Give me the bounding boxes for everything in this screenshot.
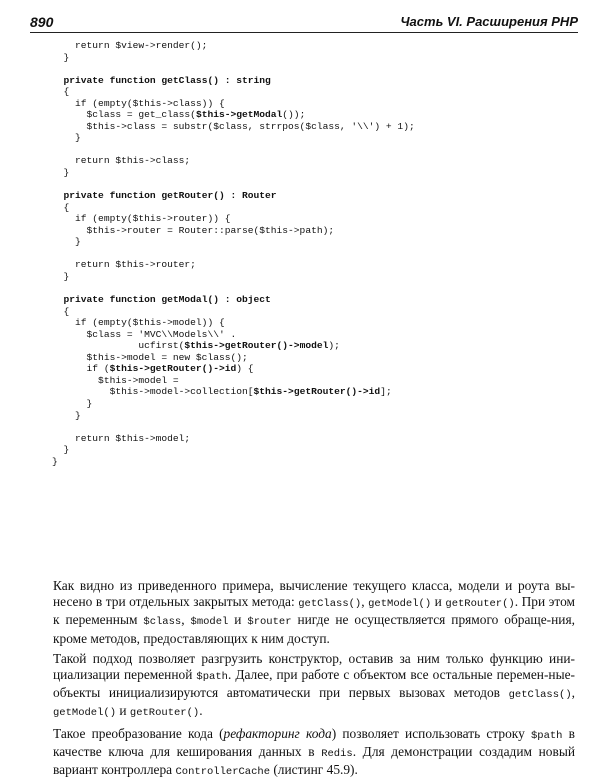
inline-code: getClass() [508, 689, 572, 702]
inline-code: getModel() [53, 707, 117, 720]
inline-code: getClass() [298, 598, 362, 611]
code-line: { [52, 305, 70, 317]
code-line: $class = get_class($this->getModal()); [52, 109, 306, 121]
code-line: return $this->model; [52, 432, 191, 444]
code-line: ucfirst($this->getRouter()->model); [52, 340, 340, 352]
text-run: , [571, 685, 575, 701]
inline-code: $path [530, 729, 563, 742]
inline-code: $model [190, 616, 229, 629]
code-line: } [52, 455, 58, 467]
code-line: return $view->render(); [52, 40, 208, 51]
code-line: } [52, 444, 70, 456]
code-line: $class = 'MVC\\Models\\' . [52, 328, 237, 340]
emphasis-text: рефакторинг кода [223, 725, 332, 741]
code-line: if (empty($this->class)) { [52, 97, 225, 109]
text-run: и [431, 594, 446, 610]
code-line: private function getRouter() : Router [63, 190, 277, 202]
text-run: . Для демонстрации создадим новый вариант контроллера [53, 743, 575, 778]
code-line: } [52, 236, 81, 248]
code-line: if (empty($this->router)) { [52, 213, 231, 225]
code-line: } [52, 132, 81, 144]
body-text [53, 578, 575, 784]
inline-code: Redis [321, 747, 353, 760]
inline-code: $router [247, 616, 292, 629]
code-line: return $this->router; [52, 259, 196, 271]
text-run: Такое преобразование кода ( [53, 725, 224, 741]
text-run: и [116, 703, 130, 719]
code-line [52, 248, 572, 260]
code-line: { [52, 86, 70, 98]
text-run: . При этом к переменным [53, 594, 575, 628]
text-run: . [199, 703, 203, 719]
text-run: в качестве ключа для кеширования данных в [53, 725, 575, 759]
code-line: } [52, 51, 70, 63]
page-number: 890 [30, 14, 54, 30]
text-run: , [181, 612, 191, 628]
code-line [52, 179, 572, 191]
code-line: $this->router = Router::parse($this->path); [52, 224, 335, 236]
code-line: } [52, 270, 70, 282]
paragraph [53, 651, 575, 722]
text-run: ) позволяет использовать строку [331, 725, 531, 741]
code-line: } [52, 409, 81, 421]
code-line: $this->model->collection[$this->getRouter()->id]; [52, 386, 392, 398]
code-line [52, 63, 572, 75]
text-run: нигде не осуществляется прямого обраще-ния, кроме методов, предоставляющих к ним доступ. [53, 612, 575, 646]
text-run: , [361, 594, 369, 610]
text-run: Как видно из приведенного примера, вычисление текущего класса, модели и роута вы-несено в три отдельных закрытых метода: [53, 578, 575, 610]
code-line: $this->model = new $class(); [52, 351, 248, 363]
code-line: return $this->class; [52, 155, 191, 167]
inline-code: $class [143, 616, 182, 629]
code-line: $this->class = substr($class, strrpos($class, '\\') + 1); [52, 120, 415, 132]
inline-code: ControllerCache [175, 766, 270, 779]
text-run: (листинг 45.9). [270, 762, 358, 778]
inline-code: getRouter() [445, 598, 515, 611]
code-line [52, 421, 572, 433]
paragraph [53, 726, 575, 781]
code-line: if ($this->getRouter()->id) { [52, 363, 254, 375]
running-title: Часть VI. Расширения PHP [400, 14, 578, 29]
paragraph [53, 578, 575, 647]
text-run: Такой подход позволяет разгрузить конструктор, оставив за ним только функцию ини-циализации переменной [53, 650, 575, 683]
code-line [52, 144, 572, 156]
code-listing [52, 40, 572, 467]
code-line: { [52, 201, 70, 213]
page-header [30, 14, 578, 33]
code-line: } [52, 397, 93, 409]
text-run: и [228, 612, 248, 628]
code-line: if (empty($this->model)) { [52, 317, 225, 329]
code-line: private function getClass() : string [63, 74, 271, 86]
code-line: } [52, 167, 70, 179]
code-line: $this->model = [52, 374, 179, 386]
text-run: . Далее, при работе с объектом все остальные перемен-ные-объекты инициализируются автоматически при первых вызовах методов [53, 667, 575, 701]
inline-code: getRouter() [129, 707, 200, 720]
code-line: private function getModal() : object [63, 294, 271, 306]
inline-code: getModel() [368, 598, 432, 611]
inline-code: $path [196, 671, 228, 684]
code-line [52, 282, 572, 294]
